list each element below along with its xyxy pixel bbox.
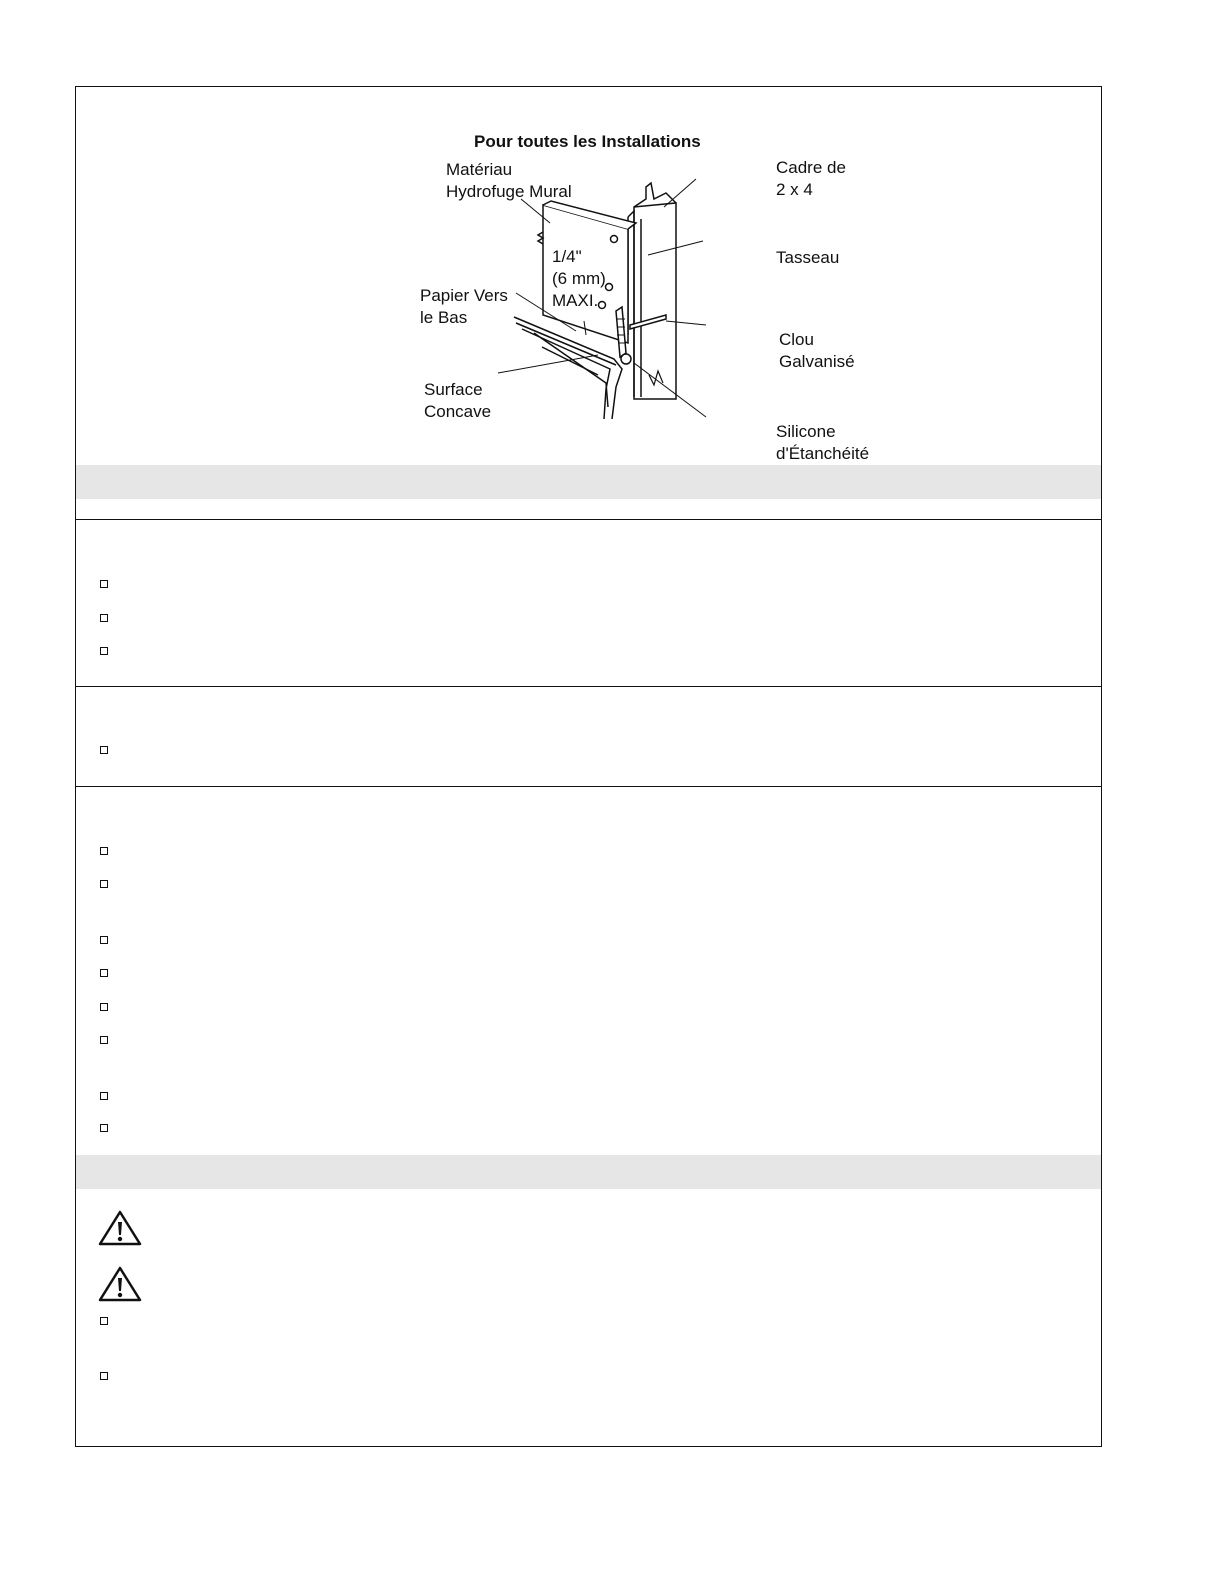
label-thickness-line3: MAXI. xyxy=(552,291,599,310)
checkbox-icon[interactable] xyxy=(100,1036,108,1044)
checkbox-icon[interactable] xyxy=(100,1124,108,1132)
section-divider-2 xyxy=(76,686,1101,687)
label-frame-line2: 2 x 4 xyxy=(776,180,813,199)
checkbox-icon[interactable] xyxy=(100,1092,108,1100)
label-surface-line2: Concave xyxy=(424,402,492,421)
checkbox-icon[interactable] xyxy=(100,1003,108,1011)
label-thickness-line1: 1/4" xyxy=(552,247,582,266)
label-nail-line1: Clou xyxy=(779,330,814,349)
grey-band-2 xyxy=(76,1155,1101,1189)
checkbox-icon[interactable] xyxy=(100,1372,108,1380)
label-wall-material-line2: Hydrofuge Mural xyxy=(446,182,572,201)
checkbox-icon[interactable] xyxy=(100,880,108,888)
checkbox-icon[interactable] xyxy=(100,1317,108,1325)
label-paper-line2: le Bas xyxy=(420,308,468,327)
installation-diagram xyxy=(366,107,870,463)
grey-band-1 xyxy=(76,465,1101,499)
checkbox-icon[interactable] xyxy=(100,580,108,588)
label-wall-material-line1: Matériau xyxy=(446,160,513,179)
label-paper-line1: Papier Vers xyxy=(420,286,508,305)
stud-frame-drawing xyxy=(628,183,676,399)
checkbox-icon[interactable] xyxy=(100,936,108,944)
section-divider-3 xyxy=(76,786,1101,787)
warning-triangle-icon xyxy=(97,1209,143,1247)
warning-triangle-icon xyxy=(97,1265,143,1303)
checkbox-icon[interactable] xyxy=(100,614,108,622)
label-thickness-line2: (6 mm) xyxy=(552,269,606,288)
section-divider-1 xyxy=(76,519,1101,520)
checkbox-icon[interactable] xyxy=(100,746,108,754)
label-silicone-line2: d'Étanchéité xyxy=(776,444,870,463)
label-silicone-line1: Silicone xyxy=(776,422,836,441)
label-frame-line1: Cadre de xyxy=(776,158,846,177)
label-batten: Tasseau xyxy=(776,248,840,267)
figure-section xyxy=(76,87,1101,465)
checkbox-icon[interactable] xyxy=(100,969,108,977)
label-surface-line1: Surface xyxy=(424,380,483,399)
checkbox-icon[interactable] xyxy=(100,847,108,855)
checkbox-icon[interactable] xyxy=(100,647,108,655)
document-frame xyxy=(75,86,1102,1447)
label-nail-line2: Galvanisé xyxy=(779,352,855,371)
figure-title: Pour toutes les Installations xyxy=(474,132,701,151)
